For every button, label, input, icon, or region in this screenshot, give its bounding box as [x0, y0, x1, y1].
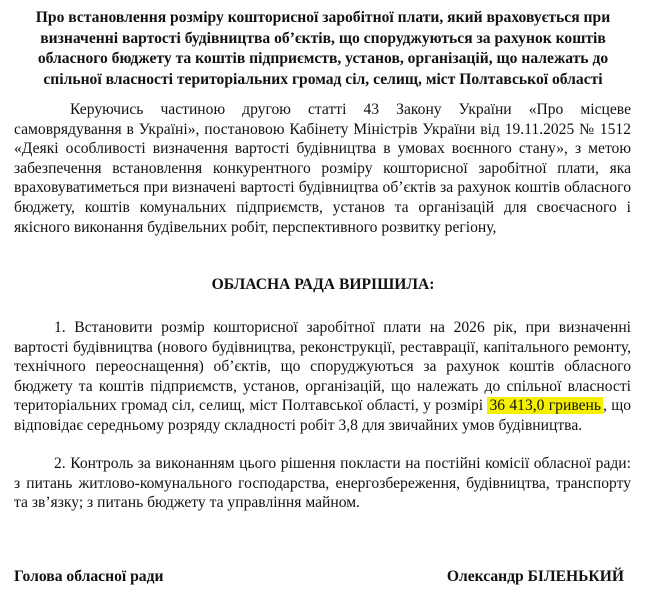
preamble-paragraph	[14, 100, 631, 237]
signature-position: Голова обласної ради	[14, 568, 164, 585]
decision-heading: ОБЛАСНА РАДА ВИРІШИЛА:	[211, 276, 435, 293]
preamble-text: Керуючись частиною другою статті 43 Закону України «Про місцеве самоврядування в Україні», постановою Кабінету Міністрів України від 19.11.2025 № 1512 «Деякі особливості визначення вартості будівництва в умовах воєнного стану», з метою забезпечення встановлення конкурентного розміру кошторисної заробітної плати, яка враховуватиметься при визначені вартості будівництва об’єктів за рахунок коштів обласного бюджету, коштів комунальних підприємств, установ та організацій для своєчасного і якісного виконання будівельних робіт, перспективного розвитку регіону,	[14, 101, 631, 236]
decision-item-2	[14, 454, 631, 513]
item2-text: 2. Контроль за виконанням цього рішення покласти на постійні комісії обласної ради: з питань житлово-комунального господарства, енергозбереження, будівництва, транспорту та зв’язку; з питань бюджету та управління майном.	[14, 455, 631, 512]
item1-text-after: , що відповідає середньому розряду складності робіт 3,8 для звичайних умов будівництва.	[14, 397, 631, 434]
document-title: Про встановлення розміру кошторисної заробітної плати, який враховується при визначенні вартості будівництва об’єктів, що споруджуються за рахунок коштів обласного бюджету та коштів підприємств, установ, організацій, що належать до спільної власності територіальних громад сіл, селищ, міст Полтавської області	[35, 9, 611, 88]
decision-item-1	[14, 318, 631, 436]
signature-name: Олександр БІЛЕНЬКИЙ	[446, 568, 624, 585]
highlighted-amount: 36 413,0 гривень	[489, 397, 601, 415]
item1-text-before: 1. Встановити розмір кошторисної заробітної плати на 2026 рік, при визначенні вартості будівництва (нового будівництва, реконструкції, реставрації, капітального ремонту, технічного переоснащення) об’єктів, що споруджуються за рахунок коштів обласного бюджету та коштів підприємств, установ, організацій, що належать до спільної власності територіальних громад сіл, селищ, міст Полтавської області, у розмірі	[14, 319, 631, 415]
